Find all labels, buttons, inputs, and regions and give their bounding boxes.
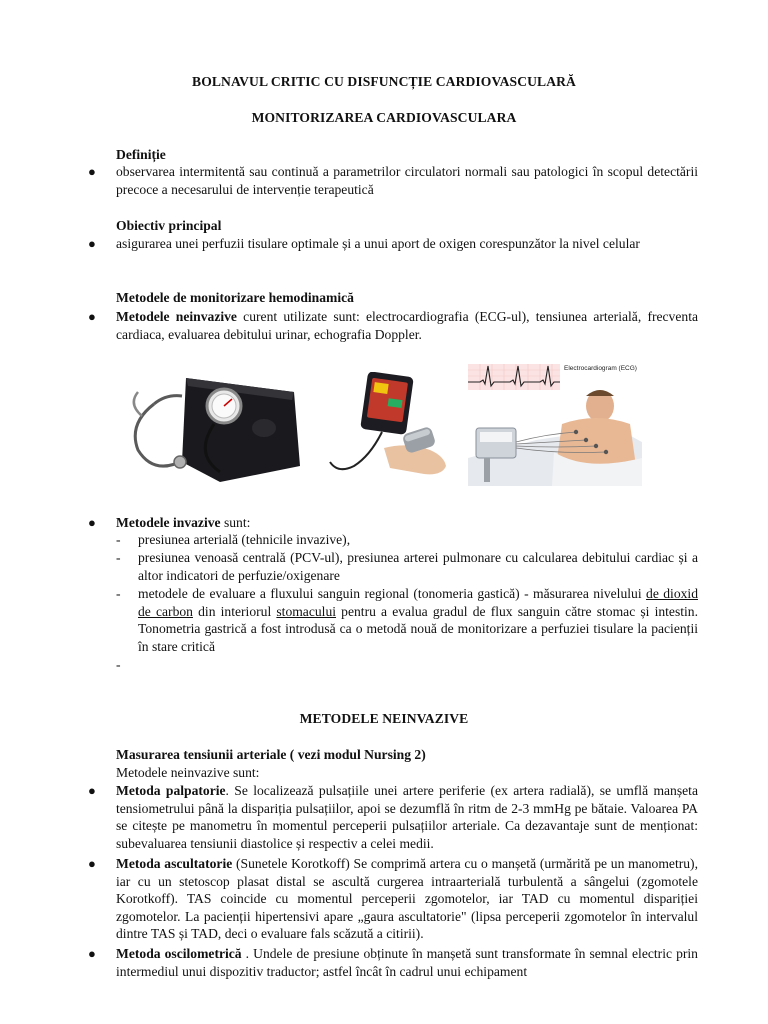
ecg-patient-icon	[466, 362, 644, 490]
neinvazive-label: Metodele neinvazive	[116, 309, 237, 324]
ascultatorie-bullet	[88, 855, 698, 943]
metode-heading: Metodele de monitorizare hemodinamică	[116, 290, 354, 305]
palpatorie-bullet	[88, 782, 698, 852]
invazive-item-2: - presiunea venoasă centrală (PCV-ul), presiunea arterei pulmonare cu calcularea debitului cardiac și a altor indicatori de perfuzie/oxigenare	[116, 550, 698, 583]
ecg-label: Electrocardiogram (ECG)	[564, 365, 637, 372]
invazive-bullet	[88, 514, 698, 532]
definitie-bullet	[88, 163, 698, 198]
link-stomacului[interactable]: stomacului	[276, 603, 337, 619]
bullet-dot: ●	[88, 856, 96, 871]
neinvazive-bullet	[88, 308, 698, 343]
neinvazive-description: curent utilizate sunt: electrocardiografia (ECG-ul), tensiunea arterială, frecventa cardiaca, evaluarea debitului urinar, echografia Doppler.	[116, 309, 698, 342]
oscilometrica-label: Metoda oscilometrică	[116, 946, 242, 961]
bullet-dot: ●	[88, 515, 96, 530]
pulse-oximeter-image	[320, 372, 452, 482]
invazive-description: sunt:	[220, 515, 251, 530]
invazive-text	[116, 514, 698, 532]
document-page: BOLNAVUL CRITIC CU DISFUNCȚIE CARDIOVASCULARĂ MONITORIZAREA CARDIOVASCULARA Definiție ● observarea intermitentă sau continuă a parametrilor circulatori normali sau patologici în scopul detectării precoce a necesarului de intervenție terapeutică Obiectiv principal ● asigurarea unei perfuzii tisulare optimale și a unui aport de oxigen corespunzător la nivel celular Metodele de monitorizare hemodinamică ● Metodele neinvazive curent utilizate sunt: electrocardiografia (ECG-ul), tensiunea arterială, frecventa cardiaca, evaluarea debitului urinar, echografia Doppler. Electrocardiogram (ECG) ● Metodele invazive sunt: - presiunea arterială (tehnicile invazive), - presiunea venoasă centrală (PCV-ul), presiunea arterei pulmonare cu calcularea debitului cardiac și a altor indicatori de perfuzie/oxigenare - metodele de evaluare a fluxului sanguin regional (tonomeria gastică) - măsurarea nivelului de dioxid de carbon din interiorul stomacului pentru a evalua gradul de flux sanguin către stomac și intestin. Tonometria gastrică a fost introdusă ca o metodă nouă de monitorizare a perfuziei tisulare la pacienții în stare critică - METODELE NEINVAZIVE Masurarea tensiunii arteriale ( vezi modul Nursing 2) Metodele neinvazive sunt: ● Metoda palpatorie. Se localizează pulsațiile unei artere periferie (ex artera radială), se umflă manșeta tensiometrului până la dispariția pulsațiilor, apoi se dezumflă în ritm de 2-3 mmHg pe bătaie. Valoarea PA se citește pe manometru în momentul perceperii pulsațiilor arteriale. Ca dezavantaje sunt de menționat: subevaluarea tensiunii diastolice și respectiv a celei medii. ● Metoda ascultatorie (Sunetele Korotkoff) Se comprimă artera cu o manșetă (urmărită pe un manometru), iar cu un stetoscop plasat distal se ascultă curgerea intraarterială turbulentă a sângelui (zgomotele Korotkoff). TAS coincide cu momentul perceperii zgomotelor, iar TAD cu momentul dispariției zgomotelor. La pacienții hipertensivi apare „gaura ascultatorie" (lipsa perceperii zgomotelor în intervalul dintre TAS și TAD, deci o evaluare fals scăzută a citirii). ● Metoda oscilometrică . Undele de presiune obținute în manșetă sunt transformate în semnal electric prin intermediul unui dispozitiv traductor; astfel încât în cadrul unui echipament	[0, 0, 768, 1024]
ascultatorie-text: Metoda ascultatorie (Sunetele Korotkoff) Se comprimă artera cu o manșetă (urmărită pe un manometru), iar cu un stetoscop plasat distal se ascultă curgerea intraarterială turbulentă a sângelui (zgomotele Korotkoff). TAS coincide cu momentul perceperii zgomotelor, iar TAD cu momentul dispariției zgomotelor. La pacienții hipertensivi apare „gaura ascultatorie" (lipsa perceperii zgomotelor în intervalul dintre TAS și TAD, deci o evaluare fals scăzută a citirii).	[116, 856, 698, 941]
oscilometrica-bullet	[88, 945, 698, 980]
bullet-dot: ●	[88, 236, 96, 251]
bullet-dot: ●	[88, 946, 96, 961]
sphygmomanometer-icon	[124, 364, 302, 488]
obiectiv-text: asigurarea unei perfuzii tisulare optimale și a unui aport de oxigen corespunzător la nivel celular	[116, 236, 640, 251]
invazive-item-1: - presiunea arterială (tehnicile invazive),	[116, 531, 698, 549]
palpatorie-text: Metoda palpatorie. Se localizează pulsațiile unei artere periferie (ex artera radială), se umflă manșeta tensiometrului până la dispariția pulsațiilor, apoi se dezumflă în ritm de 2-3 mmHg pe bătaie. Valoarea PA se citește pe manometru în momentul perceperii pulsațiilor arteriale. Ca dezavantaje sunt de menționat: subevaluarea tensiunii diastolice și respectiv a celei medii.	[116, 783, 698, 851]
definitie-heading: Definiție	[116, 147, 166, 162]
obiectiv-bullet	[88, 235, 698, 253]
ascultatorie-label: Metoda ascultatorie	[116, 856, 233, 871]
definitie-text: observarea intermitentă sau continuă a parametrilor circulatori normali sau patologici în scopul detectării precoce a necesarului de intervenție terapeutică	[116, 164, 698, 197]
pulse-oximeter-icon	[320, 372, 452, 482]
invazive-item-3: - metodele de evaluare a fluxului sanguin regional (tonomeria gastică) - măsurarea nivelului de dioxid de carbon din interiorul stomacului pentru a evalua gradul de flux sanguin către stomac și intestin. Tonometria gastrică a fost introdusă ca o metodă nouă de monitorizare a perfuziei tisulare la pacienții în stare critică	[116, 586, 699, 654]
invazive-item-text: presiunea venoasă centrală (PCV-ul), presiunea arterei pulmonare cu calcularea debitului cardiac și a altor indicatori de perfuzie/oxigenare	[138, 550, 698, 583]
bullet-dot: ●	[88, 783, 96, 798]
obiectiv-heading: Obiectiv principal	[116, 218, 222, 233]
invazive-item-text: presiunea arterială (tehnicile invazive),	[138, 532, 351, 547]
blood-pressure-cuff-image	[124, 364, 302, 488]
oscilometrica-text: Metoda oscilometrică . Undele de presiune obținute în manșetă sunt transformate în semnal electric prin intermediul unui dispozitiv traductor; astfel încât în cadrul unui echipament	[116, 946, 698, 979]
tensiune-intro: Metodele neinvazive sunt:	[116, 765, 260, 780]
section-title-neinvazive: METODELE NEINVAZIVE	[299, 711, 469, 726]
link-dioxid-de-carbon[interactable]: de dioxid de carbon	[138, 586, 698, 619]
bullet-dot: ●	[88, 164, 96, 179]
neinvazive-text	[116, 308, 698, 343]
tensiune-heading: Masurarea tensiunii arteriale ( vezi modul Nursing 2)	[116, 747, 426, 762]
invazive-item-text: metodele de evaluare a fluxului sanguin regional (tonomeria gastică) - măsurarea nivelului de dioxid de carbon din interiorul stomacului pentru a evalua gradul de flux sanguin către stomac și intestin. Tonometria gastrică a fost introdusă ca o metodă nouă de monitorizare a perfuziei tisulare la pacienții în stare critică	[138, 586, 699, 654]
document-title: BOLNAVUL CRITIC CU DISFUNCȚIE CARDIOVASCULARĂ	[192, 74, 576, 89]
bullet-dot: ●	[88, 309, 96, 324]
ecg-image	[466, 362, 644, 490]
invazive-label: Metodele invazive	[116, 515, 221, 530]
palpatorie-label: Metoda palpatorie	[116, 783, 226, 798]
document-subtitle: MONITORIZAREA CARDIOVASCULARA	[251, 110, 517, 125]
